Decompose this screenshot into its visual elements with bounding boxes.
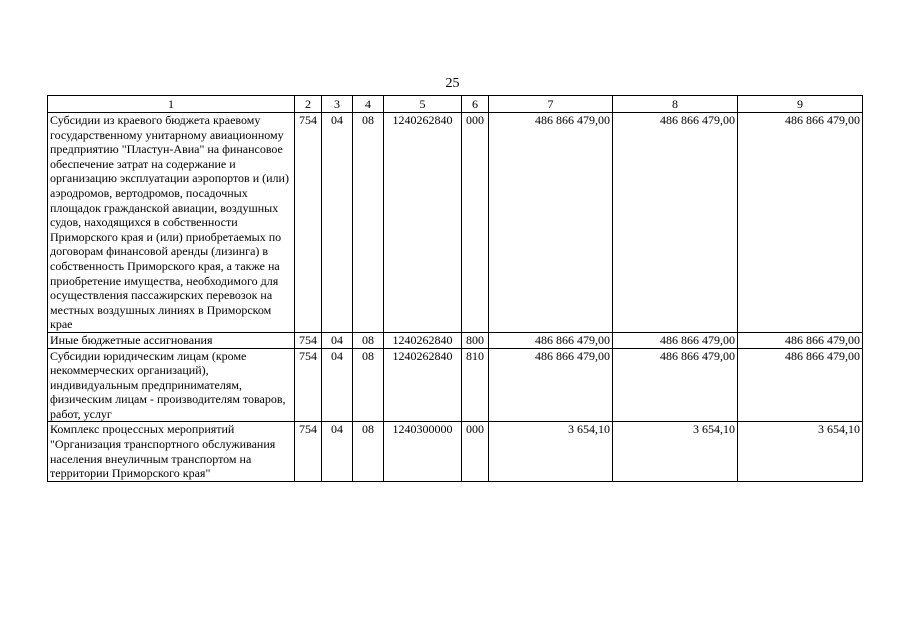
row-amount-8: 3 654,10	[613, 422, 738, 481]
row-code-section: 04	[322, 113, 353, 333]
row-code-target: 1240262840	[384, 348, 462, 422]
row-amount-9: 486 866 479,00	[738, 332, 863, 348]
column-header-9: 9	[738, 96, 863, 113]
column-header-4: 4	[353, 96, 384, 113]
row-code-expense-type: 000	[462, 113, 489, 333]
row-name: Субсидии из краевого бюджета краевому государственному унитарному авиационному предприятию "Пластун-Авиа" на финансовое обеспечение затрат на содержание и организацию эксплуатации аэропортов и (или) аэродромов, вертодромов, посадочных площадок гражданской авиации, воздушных судов, находящихся в собственности Приморского края и (или) приобретаемых по договорам финансовой аренды (лизинга) в собственность Приморского края, а также на приобретение имущества, необходимого для осуществления пассажирских перевозок на местных воздушных линиях в Приморском крае	[48, 113, 295, 333]
row-amount-7: 486 866 479,00	[489, 332, 613, 348]
row-code-section: 04	[322, 332, 353, 348]
column-header-8: 8	[613, 96, 738, 113]
row-amount-7: 3 654,10	[489, 422, 613, 481]
row-code-target: 1240262840	[384, 113, 462, 333]
row-code-subsection: 08	[353, 113, 384, 333]
row-name: Комплекс процессных мероприятий "Организация транспортного обслуживания населения внеуличным транспортом на территории Приморского края"	[48, 422, 295, 481]
row-amount-7: 486 866 479,00	[489, 113, 613, 333]
column-header-6: 6	[462, 96, 489, 113]
column-header-7: 7	[489, 96, 613, 113]
row-code-expense-type: 810	[462, 348, 489, 422]
row-code-section: 04	[322, 348, 353, 422]
table-row	[48, 348, 863, 422]
row-amount-9: 3 654,10	[738, 422, 863, 481]
row-code-section: 04	[322, 422, 353, 481]
row-code-subsection: 08	[353, 348, 384, 422]
budget-table	[47, 95, 863, 482]
row-code-target: 1240262840	[384, 332, 462, 348]
row-code-ministry: 754	[295, 348, 322, 422]
table-row	[48, 422, 863, 481]
row-name: Иные бюджетные ассигнования	[48, 332, 295, 348]
row-code-expense-type: 000	[462, 422, 489, 481]
row-code-ministry: 754	[295, 422, 322, 481]
row-code-expense-type: 800	[462, 332, 489, 348]
row-amount-8: 486 866 479,00	[613, 348, 738, 422]
row-amount-9: 486 866 479,00	[738, 348, 863, 422]
row-code-ministry: 754	[295, 332, 322, 348]
row-code-subsection: 08	[353, 422, 384, 481]
row-code-ministry: 754	[295, 113, 322, 333]
column-header-2: 2	[295, 96, 322, 113]
column-header-1: 1	[48, 96, 295, 113]
row-amount-7: 486 866 479,00	[489, 348, 613, 422]
row-code-subsection: 08	[353, 332, 384, 348]
row-amount-9: 486 866 479,00	[738, 113, 863, 333]
page-number: 25	[445, 76, 460, 91]
row-code-target: 1240300000	[384, 422, 462, 481]
column-header-5: 5	[384, 96, 462, 113]
row-name: Субсидии юридическим лицам (кроме некоммерческих организаций), индивидуальным предпринимателям, физическим лицам - производителям товаров, работ, услуг	[48, 348, 295, 422]
row-amount-8: 486 866 479,00	[613, 332, 738, 348]
column-header-3: 3	[322, 96, 353, 113]
header-row	[48, 96, 863, 113]
table-row	[48, 113, 863, 333]
row-amount-8: 486 866 479,00	[613, 113, 738, 333]
table-row	[48, 332, 863, 348]
